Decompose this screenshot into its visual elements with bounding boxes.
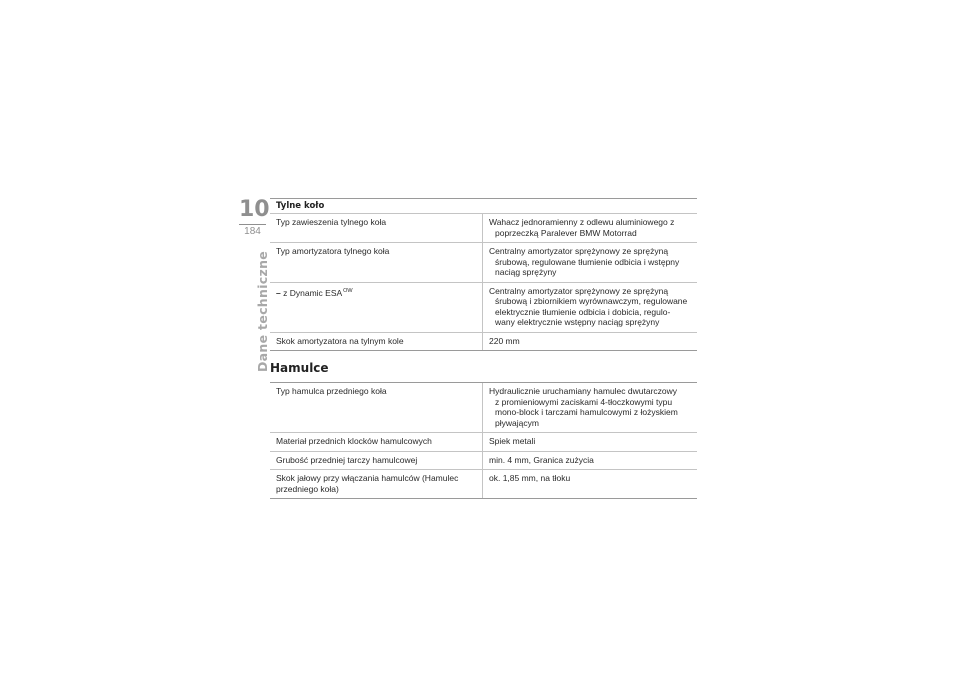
label-line: Skok jałowy przy włączania hamulców (Hamulec [276,473,459,483]
page-number: 184 [244,226,261,237]
value-line: Spiek metali [489,436,536,446]
spec-value [483,470,697,498]
label-line: Typ hamulca przedniego koła [276,386,387,396]
value-line: wany elektrycznie wstępny naciąg sprężyny [495,317,660,327]
table-row [270,433,697,452]
spec-label [270,452,483,470]
list-dash: – [276,287,281,298]
spec-label [270,470,483,498]
spec-value [483,333,697,351]
page-content [270,198,697,499]
label-line: Grubość przedniej tarczy hamulcowej [276,454,418,465]
value-line: Hydraulicznie uruchamiany hamulec dwutarczowy [489,386,678,396]
table-row [270,333,697,352]
chapter-side-title: Dane techniczne [255,250,270,372]
value-line: pływającym [495,417,539,428]
chapter-divider [239,224,266,225]
value-line: z promieniowymi zaciskami 4-tłoczkowymi typu [495,396,673,407]
spec-label-text: z Dynamic ESA [283,287,343,298]
label-line: przedniego koła) [276,483,339,494]
spec-value [483,452,697,470]
value-line: elektrycznie tłumienie odbicia i dobicia, regulo- [495,306,671,317]
table-row [270,283,697,333]
spec-label [270,283,483,332]
value-line: min. 4 mm, Granica zużycia [489,454,594,465]
spec-label: Typ amortyzatora tylnego koła [270,243,483,282]
value-line: 220 mm [489,335,520,346]
table-row [270,452,697,471]
value-line: naciąg sprężyny [495,267,557,277]
spec-label: Skok amortyzatora na tylnym kole [270,333,483,351]
spec-label [270,433,483,451]
spec-label: Typ zawieszenia tylnego koła [270,214,483,242]
spec-value [483,383,697,432]
table-row [270,383,697,433]
label-line: Materiał przednich klocków hamulcowych [276,436,432,446]
value-line: śrubową, regulowane tłumienie odbicia i wstępny [495,256,680,267]
spec-label [270,383,483,432]
rear-wheel-table-title: Tylne koło [270,199,697,214]
option-superscript: OW [343,287,353,294]
spec-value [483,214,697,242]
table-row [270,214,697,243]
value-line: śrubową i zbiornikiem wyrównawczym, regulowane [495,296,688,306]
spec-value [483,243,697,282]
spec-value [483,433,697,451]
value-line: Wahacz jednoramienny z odlewu aluminiowego z [489,217,675,227]
brakes-heading: Hamulce [270,361,329,375]
value-line: mono-block i tarczami hamulcowymi z łożyskiem [495,407,678,417]
value-line: poprzeczką Paralever BMW Motorrad [495,227,637,238]
value-line: Centralny amortyzator sprężynowy ze sprężyną [489,246,669,256]
value-line: Centralny amortyzator sprężynowy ze sprężyną [489,285,669,296]
table-row [270,470,697,499]
chapter-number: 10 [239,197,270,222]
value-line: ok. 1,85 mm, na tłoku [489,473,571,483]
table-row [270,243,697,283]
spec-value [483,283,697,332]
